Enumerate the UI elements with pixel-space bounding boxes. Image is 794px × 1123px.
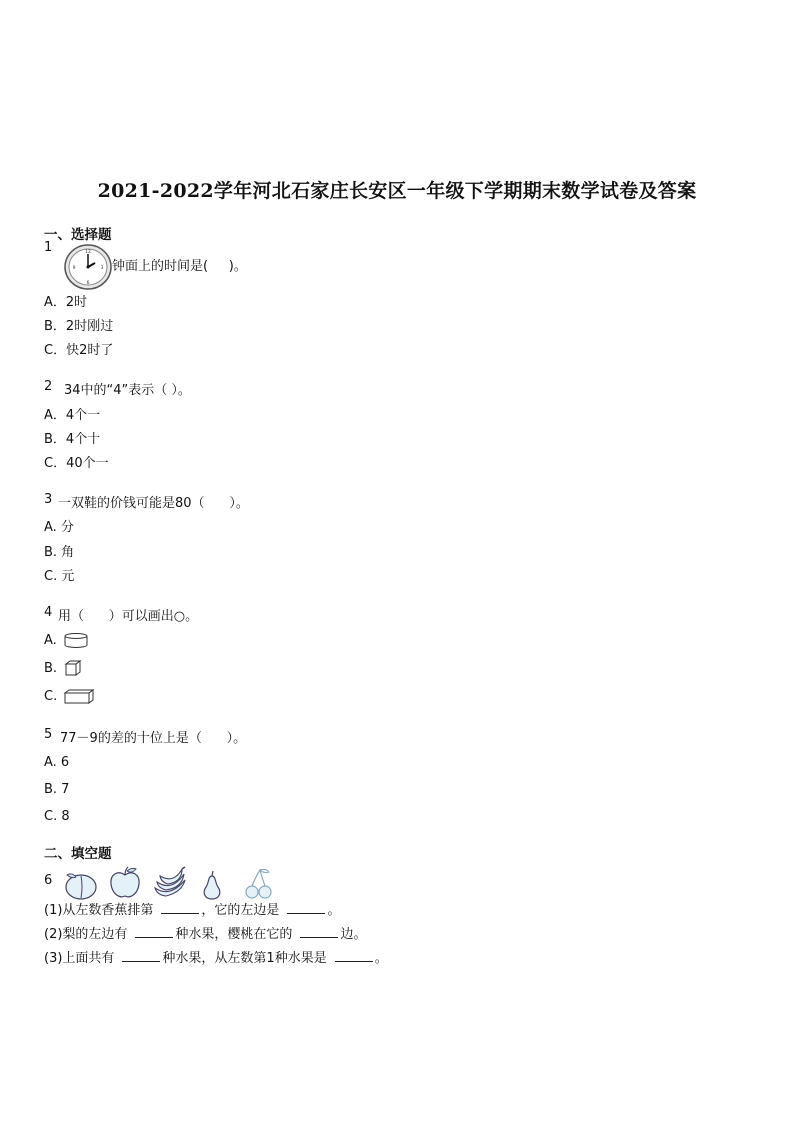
answer-blank[interactable]	[122, 949, 160, 962]
cylinder-icon	[64, 633, 88, 649]
answer-blank[interactable]	[287, 901, 325, 914]
answer-blank[interactable]	[300, 925, 338, 938]
fill-line-1	[44, 899, 340, 918]
answer-blank[interactable]	[335, 949, 373, 962]
option-b: B．4个十	[44, 432, 101, 447]
option-c: C. 元	[44, 569, 75, 584]
fill-text: 边。	[340, 927, 367, 942]
question-text: 77－9的差的十位上是（ ）。	[60, 731, 247, 746]
option-b: B. 角	[44, 545, 75, 560]
option-a: A．2时	[44, 295, 88, 310]
option-c: C．40个一	[44, 456, 109, 471]
fill-line-3	[44, 947, 388, 966]
question-number: 3	[44, 492, 53, 507]
svg-text:9: 9	[72, 266, 76, 271]
question-text: 用（ ）可以画出○。	[58, 609, 199, 624]
section-heading-fill: 二、填空题	[44, 846, 112, 862]
question-number: 2	[44, 379, 53, 394]
question-text: 34中的“4”表示（ ）。	[64, 383, 191, 398]
option-a: A. 分	[44, 520, 74, 535]
option-c: C. 8	[44, 809, 70, 824]
fill-text: (3)上面共有	[44, 951, 115, 966]
answer-blank[interactable]	[161, 901, 199, 914]
answer-blank[interactable]	[135, 925, 173, 938]
question-text: 钟面上的时间是( )。	[112, 259, 247, 274]
question-number: 4	[44, 605, 53, 620]
question-text: 一双鞋的价钱可能是80（ ）。	[58, 496, 249, 511]
svg-text:3: 3	[100, 266, 104, 271]
apple-icon	[108, 866, 142, 900]
fill-text: ，它的左边是	[201, 903, 280, 918]
section-heading-choice: 一、选择题	[44, 227, 112, 243]
option-a: A．4个一	[44, 408, 101, 423]
banana-icon	[152, 866, 188, 900]
pear-icon	[202, 870, 222, 900]
fill-text: 。	[327, 903, 341, 918]
fill-text: 。	[374, 951, 388, 966]
question-number: 1	[44, 240, 53, 255]
fill-line-2	[44, 923, 366, 942]
option-a: A.	[44, 633, 57, 648]
option-a: A. 6	[44, 755, 70, 770]
fill-text: (1)从左数香蕉排第	[44, 903, 154, 918]
option-b: B．2时刚过	[44, 319, 114, 334]
fill-text: 种水果，樱桃在它的	[175, 927, 293, 942]
page-title: 2021-2022学年河北石家庄长安区一年级下学期期末数学试卷及答案	[97, 180, 697, 202]
svg-text:12: 12	[85, 250, 91, 255]
cherry-icon	[244, 868, 274, 900]
option-c: C.	[44, 689, 58, 704]
fill-text: 种水果，从左数第1种水果是	[162, 951, 327, 966]
option-c: C．快2时了	[44, 343, 114, 358]
peach-icon	[64, 870, 98, 900]
fill-text: (2)梨的左边有	[44, 927, 128, 942]
cuboid-icon	[64, 689, 94, 704]
clock-icon	[64, 244, 112, 290]
option-b: B. 7	[44, 782, 70, 797]
option-b: B.	[44, 661, 58, 676]
question-number: 5	[44, 727, 53, 742]
svg-text:6: 6	[86, 281, 90, 286]
cube-icon	[65, 660, 81, 676]
question-number: 6	[44, 873, 53, 888]
